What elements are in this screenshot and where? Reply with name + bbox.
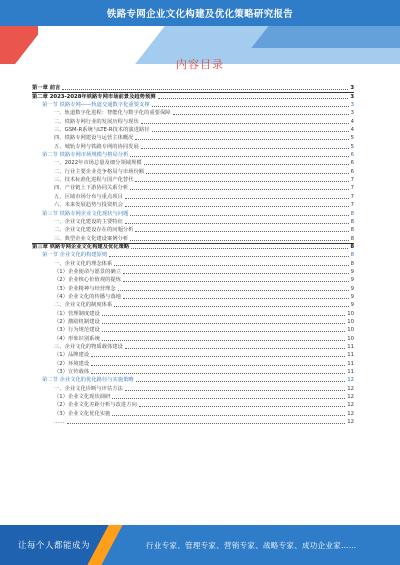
toc-dot-leader — [152, 131, 349, 132]
toc-entry-label: 四、产业链上下游协同关系分析 — [54, 185, 129, 192]
toc-dot-leader — [123, 281, 349, 282]
toc-dot-leader — [130, 156, 348, 157]
toc-entry[interactable] — [32, 251, 354, 259]
toc-entry-page: 8 — [350, 227, 354, 234]
toc-entry-label: 五、区域市场分布与重点项目 — [54, 193, 123, 200]
toc-entry-label: （3）企业文化优化实施 — [54, 410, 111, 417]
toc-dot-leader — [91, 356, 345, 357]
toc-entry[interactable] — [32, 334, 354, 342]
toc-entry-label: （1）企业使命与愿景的确立 — [54, 268, 121, 275]
footer-banner — [0, 525, 400, 565]
toc-entry-label: 第一节 铁路专网——轨道交通数字化重要支撑 — [42, 102, 150, 109]
toc-entry-page: 8 — [350, 235, 354, 242]
toc-entry[interactable] — [32, 368, 354, 376]
toc-entry[interactable] — [32, 376, 354, 384]
toc-entry[interactable] — [32, 192, 354, 200]
toc-entry-page: 10 — [347, 310, 354, 317]
toc-entry[interactable] — [32, 92, 354, 100]
toc-entry[interactable] — [32, 243, 354, 251]
toc-entry[interactable] — [32, 409, 354, 417]
toc-entry-page: 11 — [347, 369, 354, 376]
toc-entry[interactable] — [32, 309, 354, 317]
toc-entry-page: 3 — [350, 85, 354, 92]
toc-dot-leader — [130, 215, 348, 216]
toc-dot-leader — [135, 231, 348, 232]
toc-entry-page: 9 — [350, 277, 354, 284]
footer-slogan: 让每个人都能成为 — [18, 541, 91, 551]
toc-dot-leader — [123, 273, 349, 274]
toc-dot-leader — [102, 323, 346, 324]
toc-entry-page: 8 — [350, 218, 354, 225]
toc-entry[interactable] — [32, 268, 354, 276]
toc-entry[interactable] — [32, 167, 354, 175]
toc-entry[interactable] — [32, 226, 354, 234]
toc-dot-leader — [130, 189, 348, 190]
toc-entry[interactable] — [32, 218, 354, 226]
toc-dot-leader — [125, 390, 345, 391]
toc-entry-page: 5 — [350, 135, 354, 142]
toc-entry-label: （2）企业核心价值观的提炼 — [54, 277, 121, 284]
toc-entry-label: 二、铁路专网行业的发展历程与现状 — [54, 118, 139, 125]
toc-dot-leader — [125, 348, 345, 349]
toc-entry-label: （2）环境建设 — [54, 360, 90, 367]
toc-entry[interactable] — [32, 234, 354, 242]
toc-entry[interactable] — [32, 209, 354, 217]
toc-entry-page: 6 — [350, 160, 354, 167]
toc-dot-leader — [136, 381, 346, 382]
toc-dot-leader — [135, 181, 348, 182]
toc-entry[interactable] — [32, 134, 354, 142]
toc-entry[interactable] — [32, 326, 354, 334]
toc-entry-page: 8 — [350, 243, 354, 250]
toc-dot-leader — [146, 173, 349, 174]
toc-entry-label: 三、典型企业文化建设案例分析 — [54, 235, 129, 242]
toc-entry-label: 三、GSM-R系统与LTE-R技术的演进路径 — [54, 127, 150, 134]
toc-entry-label: （4）形象识别系统 — [54, 335, 100, 342]
toc-entry-label: 二、行业主要企业竞争格局与市场份额 — [54, 168, 145, 175]
toc-entry-page: 11 — [347, 360, 354, 367]
toc-dot-leader — [123, 298, 349, 299]
toc-entry-label: 一、2022年市场总量及细分领域规模 — [54, 160, 142, 167]
toc-entry-label: 四、铁路专网建设与运营主体概况 — [54, 135, 134, 142]
toc-entry-page: 10 — [347, 327, 354, 334]
toc-dot-leader — [141, 123, 349, 124]
toc-entry-page: 9 — [350, 285, 354, 292]
toc-dot-leader — [144, 164, 349, 165]
toc-entry[interactable] — [32, 384, 354, 392]
toc-dot-leader — [102, 340, 346, 341]
toc-entry[interactable] — [32, 151, 354, 159]
toc-entry-page: 9 — [350, 268, 354, 275]
toc-dot-leader — [102, 331, 346, 332]
toc-entry-page: 6 — [350, 152, 354, 159]
toc-dot-leader — [130, 240, 348, 241]
toc-entry-page: 7 — [350, 177, 354, 184]
toc-entry-page: 9 — [350, 293, 354, 300]
toc-entry[interactable] — [32, 351, 354, 359]
toc-dot-leader — [141, 148, 349, 149]
toc-entry-page: 6 — [350, 168, 354, 175]
toc-entry[interactable] — [32, 84, 354, 92]
toc-entry[interactable] — [32, 359, 354, 367]
toc-entry[interactable] — [32, 126, 354, 134]
toc-entry-page: 7 — [350, 185, 354, 192]
toc-dot-leader — [62, 89, 348, 90]
report-title: 铁路专网企业文化构建及优化策略研究报告 — [106, 9, 294, 20]
toc-entry-label: 第一节 企业文化的构建原则 — [42, 252, 108, 259]
toc-entry[interactable] — [32, 401, 354, 409]
toc-entry-page: 7 — [350, 193, 354, 200]
toc-entry-page: 12 — [347, 402, 354, 409]
toc-dot-leader — [91, 365, 345, 366]
toc-entry-page: 12 — [347, 377, 354, 384]
toc-entry-label: （2）激励机制建设 — [54, 318, 100, 325]
toc-dot-leader — [135, 139, 348, 140]
toc-entry-label: 一、企业文化的理念体系 — [54, 260, 113, 267]
toc-dot-leader — [91, 373, 345, 374]
toc-heading: 内容目录 — [176, 58, 224, 71]
toc-entry-label: 第三节 铁路专网企业文化现状与问题 — [42, 210, 129, 217]
toc-entry[interactable] — [32, 142, 354, 150]
toc-entry-label: 六、未来发展趋势与投资机会 — [54, 202, 123, 209]
toc-entry-label: （1）企业文化现状调研 — [54, 394, 111, 401]
toc-entry[interactable] — [32, 393, 354, 401]
toc-entry-page: 3 — [350, 110, 354, 117]
toc-entry-page: 12 — [347, 394, 354, 401]
toc-entry-label: …… — [54, 419, 65, 426]
toc-entry-label: （1）品牌建设 — [54, 352, 90, 359]
toc-dot-leader — [125, 206, 349, 207]
toc-entry-label: 第二节 铁路专网市场规模与格局分析 — [42, 152, 129, 159]
toc-entry[interactable] — [32, 259, 354, 267]
toc-entry-page: 11 — [347, 352, 354, 359]
table-of-contents — [32, 84, 354, 426]
toc-entry[interactable] — [32, 343, 354, 351]
toc-dot-leader — [112, 398, 345, 399]
blue-wedge-dark — [251, 26, 400, 48]
toc-entry[interactable] — [32, 318, 354, 326]
toc-entry[interactable] — [32, 418, 354, 426]
toc-dot-leader — [118, 290, 349, 291]
toc-entry[interactable] — [32, 159, 354, 167]
toc-entry-label: 第一章 前言 — [32, 85, 61, 92]
toc-entry-page: 12 — [347, 410, 354, 417]
footer-roles: 行业专家、管理专家、营销专家、战略专家、成功企业家…… — [146, 541, 357, 550]
toc-entry-label: （1）管理制度建设 — [54, 310, 100, 317]
toc-entry[interactable] — [32, 293, 354, 301]
toc-dot-leader — [114, 265, 348, 266]
toc-entry-page: 8 — [350, 210, 354, 217]
toc-entry-label: 三、技术标准化进程与国产化替代 — [54, 177, 134, 184]
toc-entry[interactable] — [32, 176, 354, 184]
toc-entry-label: 第三章 铁路专网企业文化构建及优化策略 — [32, 243, 130, 250]
toc-dot-leader — [131, 248, 348, 249]
toc-entry-label: 二、企业文化的制度体系 — [54, 302, 113, 309]
toc-entry-page: 11 — [347, 344, 354, 350]
toc-entry-page: 8 — [350, 260, 354, 267]
toc-entry[interactable] — [32, 117, 354, 125]
toc-entry-label: 一、企业文化诊断与评估方法 — [54, 385, 123, 392]
toc-entry-page: 3 — [350, 93, 354, 100]
toc-entry-label: 一、轨道数字化进程：智能化与数字化的重要保障 — [54, 110, 171, 117]
toc-entry[interactable] — [32, 184, 354, 192]
toc-dot-leader — [112, 415, 345, 416]
toc-dot-leader — [139, 406, 345, 407]
toc-entry-page: 4 — [350, 127, 354, 134]
toc-entry-page: 4 — [350, 118, 354, 125]
toc-entry-page: 10 — [347, 318, 354, 325]
toc-entry-label: （3）宣传载体 — [54, 369, 90, 376]
toc-entry-page: 12 — [347, 419, 354, 426]
toc-entry-page: 12 — [347, 385, 354, 392]
toc-entry-page: 5 — [350, 143, 354, 150]
toc-entry[interactable] — [32, 284, 354, 292]
toc-entry[interactable] — [32, 276, 354, 284]
toc-entry-label: （3）企业精神与经营理念 — [54, 285, 116, 292]
toc-entry-page: 9 — [350, 302, 354, 309]
toc-dot-leader — [125, 198, 349, 199]
toc-entry-page: 10 — [347, 335, 354, 342]
toc-entry[interactable] — [32, 301, 354, 309]
toc-entry-label: 一、企业文化建设的主要特征 — [54, 218, 123, 225]
toc-dot-leader — [125, 223, 349, 224]
toc-dot-leader — [173, 114, 349, 115]
toc-dot-leader — [102, 315, 346, 316]
toc-entry-page: 7 — [350, 202, 354, 209]
toc-entry[interactable] — [32, 101, 354, 109]
toc-dot-leader — [114, 306, 348, 307]
toc-entry-label: 五、城轨专网与铁路专网的协同发展 — [54, 143, 139, 150]
toc-entry-label: 二、企业文化建设存在的问题分析 — [54, 227, 134, 234]
toc-entry-label: 三、企业文化的物质载体建设 — [54, 344, 123, 350]
toc-dot-leader — [109, 256, 348, 257]
toc-entry-label: 第二节 企业文化的优化路径与实施策略 — [42, 377, 134, 384]
toc-entry-label: 第二章 2023-2028年铁路专网市场前景及趋势预测 — [32, 93, 156, 100]
toc-entry-label: （3）行为规范建设 — [54, 327, 100, 334]
toc-entry-page: 3 — [350, 102, 354, 109]
toc-dot-leader — [152, 106, 349, 107]
header-bar — [0, 0, 400, 26]
toc-dot-leader — [158, 98, 349, 99]
toc-dot-leader — [67, 423, 346, 424]
toc-entry[interactable] — [32, 201, 354, 209]
toc-entry-label: （2）企业文化差距分析与改进方向 — [54, 402, 137, 409]
toc-entry-label: （4）企业文化的传播与落地 — [54, 293, 121, 300]
toc-entry-page: 8 — [350, 252, 354, 259]
toc-entry[interactable] — [32, 109, 354, 117]
